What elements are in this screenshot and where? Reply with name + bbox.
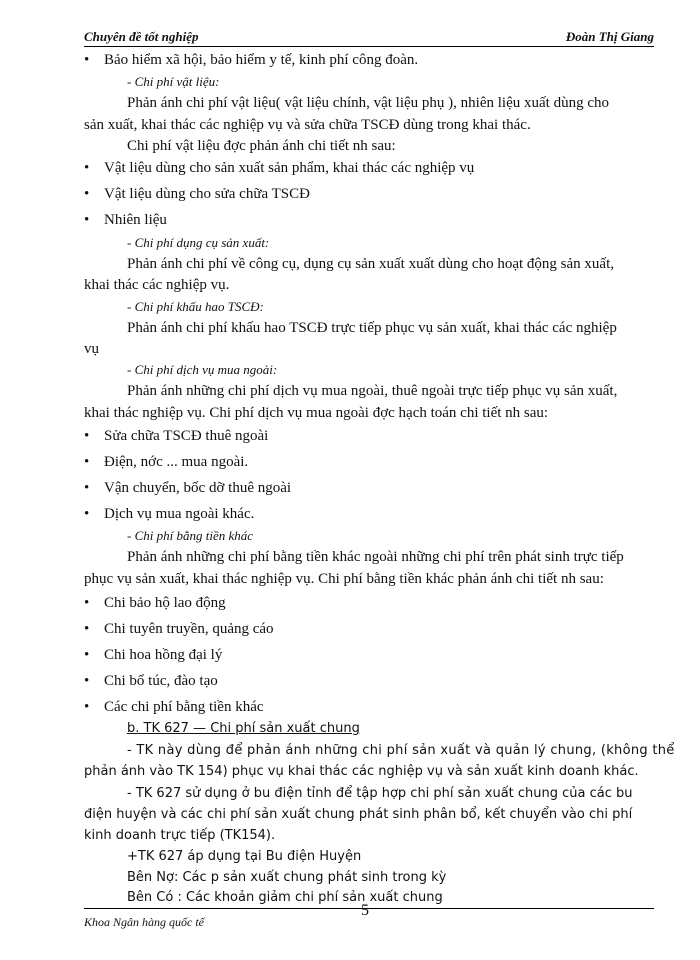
- bullet-line: Điện, nớc ... mua ngoài.: [104, 454, 249, 470]
- page-footer: [84, 902, 654, 939]
- page-number: 5: [361, 902, 369, 919]
- section-heading: b. TK 627 — Chi phí sản xuất chung: [127, 721, 360, 736]
- text-line: điện huyện và các chi phí sản xuất chung phát sinh phân bổ, kết chuyển vào chi phí: [84, 807, 633, 822]
- bullet-line: Vật liệu dùng cho sản xuất sản phẩm, khai thác các nghiệp vụ: [104, 160, 475, 176]
- bullet-icon: •: [84, 160, 90, 176]
- text-line: vụ: [84, 341, 99, 357]
- section-subheading: - Chi phí vật liệu:: [127, 74, 220, 89]
- bullet-line: Chi bảo hộ lao động: [104, 595, 226, 611]
- bullet-icon: •: [84, 186, 90, 202]
- header-left: Chuyên đề tốt nghiệp: [84, 29, 199, 44]
- text-line: +TK 627 áp dụng tại Bu điện Huyện: [127, 849, 362, 864]
- bullet-icon: •: [84, 621, 90, 637]
- page-header: [84, 26, 654, 47]
- bullet-icon: •: [84, 212, 90, 228]
- bullet-line: Bảo hiểm xã hội, bảo hiểm y tế, kinh phí công đoàn.: [104, 52, 419, 68]
- bullet-line: Vật liệu dùng cho sửa chữa TSCĐ: [104, 186, 310, 202]
- bullet-line: Chi hoa hồng đại lý: [104, 647, 223, 663]
- bullet-line: Chi bổ túc, đào tạo: [104, 673, 218, 689]
- section-subheading: - Chi phí bằng tiền khác: [127, 528, 254, 543]
- bullet-line: Chi tuyên truyền, quảng cáo: [104, 621, 274, 637]
- text-line: - TK này dùng để phản ánh những chi phí sản xuất và quản lý chung, (không thể: [127, 743, 675, 758]
- text-line: sản xuất, khai thác các nghiệp vụ và sửa chữa TSCĐ dùng trong khai thác.: [84, 117, 531, 133]
- text-line: phục vụ sản xuất, khai thác nghiệp vụ. Chi phí bằng tiền khác phản ánh chi tiết nh sau:: [84, 571, 604, 587]
- text-line: Phản ánh những chi phí dịch vụ mua ngoài, thuê ngoài trực tiếp phục vụ sản xuất,: [127, 383, 618, 399]
- bullet-line: Sửa chữa TSCĐ thuê ngoài: [104, 428, 269, 444]
- text-line: Phản ánh chi phí vật liệu( vật liệu chính, vật liệu phụ ), nhiên liệu xuất dùng cho: [127, 95, 609, 111]
- bullet-icon: •: [84, 506, 90, 522]
- bullet-line: Nhiên liệu: [104, 212, 167, 228]
- bullet-icon: •: [84, 647, 90, 663]
- text-line: Chi phí vật liệu đợc phản ánh chi tiết nh sau:: [127, 138, 396, 154]
- text-line: Phản ánh những chi phí bằng tiền khác ngoài những chi phí trên phát sinh trực tiếp: [127, 549, 624, 565]
- bullet-icon: •: [84, 52, 90, 68]
- bullet-icon: •: [84, 673, 90, 689]
- text-line: kinh doanh trực tiếp (TK154).: [84, 828, 276, 843]
- text-line: khai thác nghiệp vụ. Chi phí dịch vụ mua ngoài đợc hạch toán chi tiết nh sau:: [84, 405, 549, 421]
- bullet-icon: •: [84, 699, 90, 715]
- bullet-icon: •: [84, 454, 90, 470]
- section-subheading: - Chi phí dụng cụ sản xuất:: [127, 235, 270, 250]
- bullet-icon: •: [84, 595, 90, 611]
- text-line: khai thác các nghiệp vụ.: [84, 277, 230, 293]
- bullet-icon: •: [84, 480, 90, 496]
- section-subheading: - Chi phí dịch vụ mua ngoài:: [127, 362, 278, 377]
- bullet-line: Dịch vụ mua ngoài khác.: [104, 506, 255, 522]
- section-subheading: - Chi phí khấu hao TSCĐ:: [127, 299, 264, 314]
- text-line: Phản ánh chi phí về công cụ, dụng cụ sản xuất xuất dùng cho hoạt động sản xuất,: [127, 256, 614, 272]
- text-line: - TK 627 sử dụng ở bu điện tỉnh để tập hợp chi phí sản xuất chung của các bu: [127, 786, 633, 801]
- bullet-line: Các chi phí bằng tiền khác: [104, 699, 264, 715]
- bullet-line: Vận chuyển, bốc dỡ thuê ngoài: [104, 480, 292, 496]
- text-line: Bên Nợ: Các p sản xuất chung phát sinh trong kỳ: [127, 870, 447, 885]
- text-line: phản ánh vào TK 154) phục vụ khai thác các nghiệp vụ và sản xuất kinh doanh khác.: [84, 764, 639, 779]
- footer-left: Khoa Ngân hàng quốc tế: [84, 915, 204, 929]
- header-right: Đoàn Thị Giang: [565, 29, 654, 44]
- bullet-icon: •: [84, 428, 90, 444]
- text-line: Phản ánh chi phí khấu hao TSCĐ trực tiếp phục vụ sản xuất, khai thác các nghiệp: [127, 320, 617, 336]
- text-line: Bên Có : Các khoản giảm chi phí sản xuất chung: [127, 890, 443, 905]
